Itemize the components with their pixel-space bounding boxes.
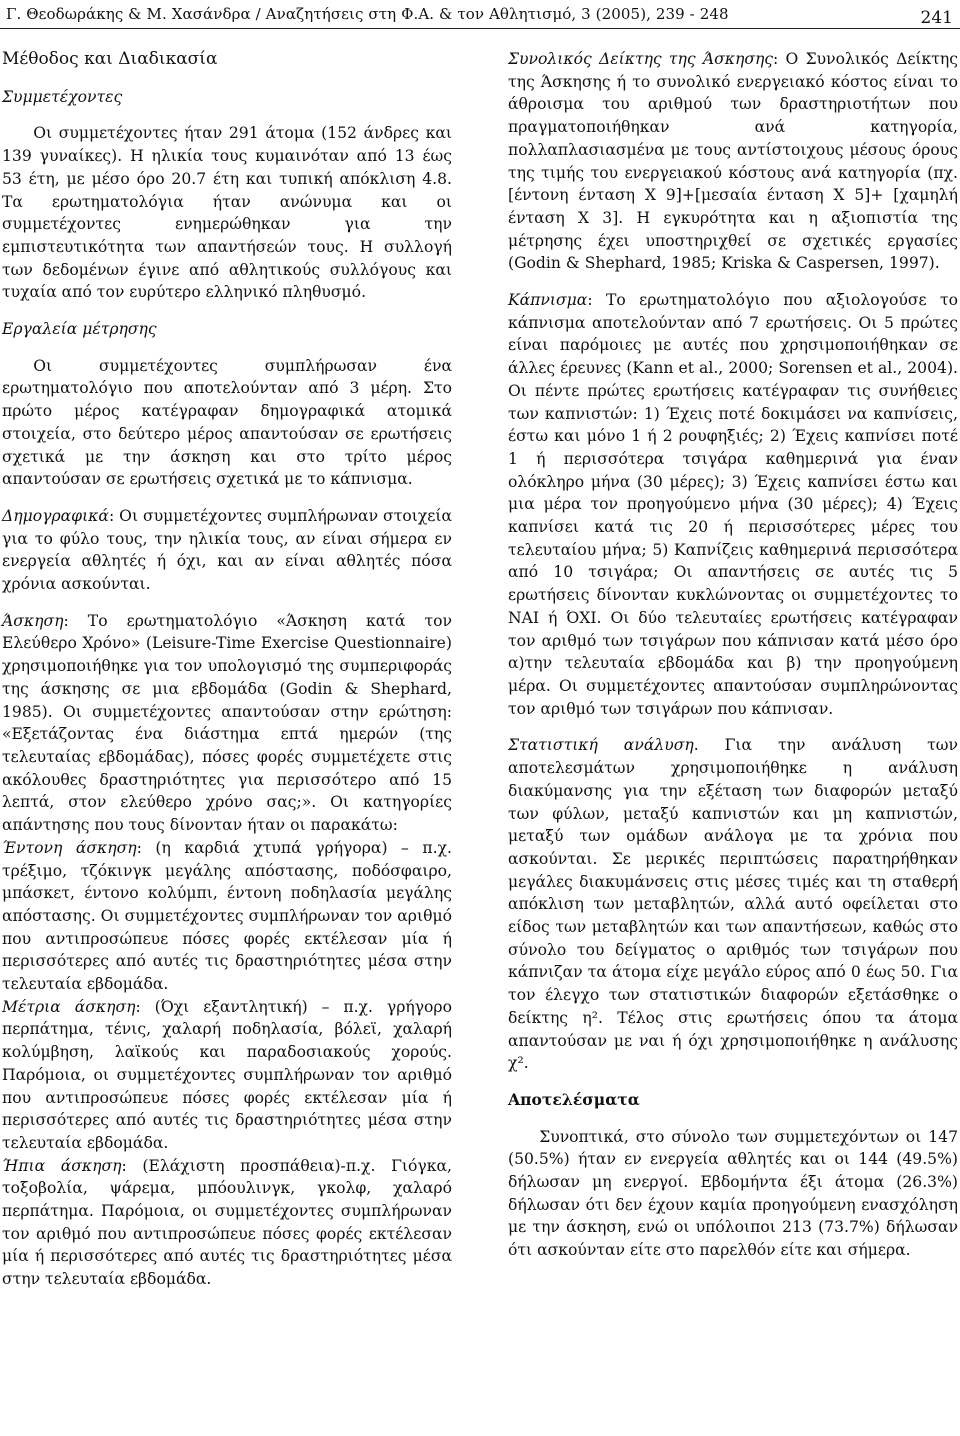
page-number: 241	[920, 8, 953, 28]
section-title-method: Μέθοδος και Διαδικασία	[2, 49, 218, 69]
text-statistics: . Για την ανάλυση των αποτελεσμάτων χρησιμοποιήθηκε η ανάλυση διακύμανσης για την εξέταση των διαφορών μεταξύ των φύλων, μεταξύ καπνιστών και μη καπνιστών, μεταξύ των ομάδων ανάλογα με τα χρόνια που ασκούνται. Σε μερικές περιπτώσεις παρατηρήθηκαν μεγάλες διακυμάνσεις στις μέσες τιμές και τη σταθερή απόκλιση των μεταβλητών, αλλά αυτό οφείλεται στο είδος των μεταβλητών και των απαντήσεων, καθώς στο σύνολο του δείγματος ο αριθμός των τσιγάρων που κάπνιζαν τα άτομα είχε μεγάλο εύρος από 0 έως 50. Για τον έλεγχο των στατιστικών διαφορών εξετάσθηκε ο δείκτης η². Τέλος στις ερωτήσεις όπου τα άτομα απαντούσαν με ναι ή όχι χρησιμοποιήθηκε η ανάλυσης χ².	[508, 736, 958, 1073]
right-column	[508, 48, 958, 1262]
text-total-index: : Ο Συνολικός Δείκτης της Άσκησης ή το συνολικό ενεργειακό κόστος είναι το άθροισμα του αριθμού των δραστηριοτήτων που πραγματοποιήθηκαν ανά κατηγορία, πολλαπλασιασμένα με τους αντίστοιχους μέσους όρους της τιμής του ενεργειακού κόστους ανά κατηγορία (πχ. [έντονη ένταση X 9]+[μεσαία ένταση X 5]+ [χαμηλή ένταση X 3]. Η εγκυρότητα και η αξιοπιστία της μέτρησης έχει υποστηριχθεί σε σχετικές εργασίες (Godin & Shephard, 1985; Kriska & Caspersen, 1997).	[508, 50, 958, 273]
running-head: Γ. Θεοδωράκης & Μ. Χασάνδρα / Αναζητήσεις στη Φ.Α. & τον Αθλητισμό, 3 (2005), 239 - 248	[6, 5, 729, 23]
text-moderate-exercise: : (Όχι εξαντλητική) – π.χ. γρήγορο περπάτημα, τένις, χαλαρή ποδηλασία, βόλεϊ, χαλαρή κολύμβηση, λαϊκούς και παραδοσιακούς χορούς. Παρόμοια, οι συμμετέχοντες συμπλήρωναν τον αριθμό που αντιπροσώπευε πόσες φορές εκτέλεσαν μία ή περισσότερες από αυτές τις δραστηριότητες μέσα στην τελευταία εβδομάδα.	[2, 997, 452, 1152]
paragraph-participants: Οι συμμετέχοντες ήταν 291 άτομα (152 άνδρες και 139 γυναίκες). Η ηλικία τους κυμαινόταν από 13 έως 53 έτη, με μέσο όρο 20.7 έτη και τυπική απόκλιση 4.8. Τα ερωτηματολόγια ήταν ανώνυμα και οι συμμετέχοντες ενημερώθηκαν για την εμπιστευτικότητα των απαντήσεών τους. Η συλλογή των δεδομένων έγινε από αθλητικούς συλλόγους και τυχαία από τον ευρύτερο ελληνικό πληθυσμό.	[2, 124, 452, 302]
paragraph-measurement-tools: Οι συμμετέχοντες συμπλήρωσαν ένα ερωτηματολόγιο που αποτελούνταν από 3 μέρη. Στο πρώτο μέρος κατέγραφαν δημογραφικά ατομικά στοιχεία, στο δεύτερο μέρος απαντούσαν σε ερωτήσεις σχετικά με την άσκηση και στο τρίτο μέρος απαντούσαν σε ερωτήσεις σχετικά με το κάπνισμα.	[2, 356, 452, 489]
text-mild-exercise: : (Ελάχιστη προσπάθεια)-π.χ. Γιόγκα, τοξοβολία, ψάρεμα, μπόουλινγκ, γκολφ, χαλαρό περπάτημα. Παρόμοια, οι συμμετέχοντες συμπλήρωναν τον αριθμό που αντιπροσώπευε πόσες φορές εκτέλεσαν μία ή περισσότερες από αυτές τις δραστηριότητες μέσα στην τελευταία εβδομάδα.	[2, 1156, 452, 1289]
term-smoking: Κάπνισμα	[508, 291, 588, 310]
paragraph-mild-exercise	[2, 1155, 452, 1291]
paragraph-exercise	[2, 610, 452, 837]
text-intense-exercise: : (η καρδιά χτυπά γρήγορα) – π.χ. τρέξιμο, τζόκινγκ μεγάλης απόστασης, ποδόσφαιρο, μπάσκετ, έντονο κολύμπι, έντονη ποδηλασία μεγάλης απόστασης. Οι συμμετέχοντες συμπλήρωναν τον αριθμό που αντιπροσώπευε πόσες φορές εκτέλεσαν μία ή περισσότερες από αυτές τις δραστηριότητες μέσα στην τελευταία εβδομάδα.	[2, 838, 452, 994]
term-mild-exercise: Ήπια άσκηση	[2, 1156, 122, 1175]
paragraph-results: Συνοπτικά, στο σύνολο των συμμετεχόντων οι 147 (50.5%) ήταν εν ενεργεία αθλητές και οι 144 (49.5%) δήλωσαν μη ενεργοί. Εβδομήντα έξι άτομα (26.3%) δήλωσαν ότι δεν έχουν καμία προηγούμενη ενασχόληση με την άσκηση, ενώ οι υπόλοιποι 213 (73.7%) δήλωσαν ότι ασκούνταν είτε στο παρελθόν είτε και σήμερα.	[508, 1127, 958, 1260]
term-statistics: Στατιστική ανάλυση	[508, 736, 694, 755]
text-smoking: : Το ερωτηματολόγιο που αξιολογούσε το κάπνισμα αποτελούνταν από 7 ερωτήσεις. Οι 5 πρώτες είναι παρόμοιες με αυτές που χρησιμοποιήθηκαν σε άλλες έρευνες (Kann et al., 2000; Sorensen et al., 2004). Οι πέντε πρώτες ερωτήσεις κατέγραφαν τις συνήθειες των καπνιστών: 1) Έχεις ποτέ δοκιμάσει να καπνίσεις, έστω και μόνο 1 ή 2 ρουφηξιές; 2) Έχεις καπνίσει ποτέ 1 ή περισσότερα τσιγάρα καθημερινά για έναν ολόκληρο μήνα (30 μέρες); 3) Έχεις καπνίσει έστω και μια μέρα τον προηγούμενο μήνα (30 μέρες); 4) Έχεις καπνίσει κατά τις 20 ή περισσότερες μέρες του τελευταίου μήνα; 5) Καπνίζεις καθημερινά περισσότερα από 10 τσιγάρα; Οι απαντήσεις σε αυτές τις 5 ερωτήσεις δίνονταν κυκλώνοντας οι συμμετέχοντες το ΝΑΙ ή ΌΧΙ. Οι δύο τελευταίες ερωτήσεις κατέγραφαν τον αριθμό των τσιγάρων που κάπνισαν κατά μέσο όρο α)την τελευταία εβδομάδα και β) την προηγούμενη μέρα. Οι συμμετέχοντες απαντούσαν συμπληρώνοντας τον αριθμό των τσιγάρων που κάπνισαν.	[508, 291, 958, 718]
term-moderate-exercise: Μέτρια άσκηση	[2, 997, 136, 1016]
header-rule	[0, 28, 960, 29]
term-total-index: Συνολικός Δείκτης της Άσκησης	[508, 50, 774, 68]
paragraph-demographics	[2, 505, 452, 596]
text-exercise: : Το ερωτηματολόγιο «Άσκηση κατά τον Ελεύθερο Χρόνο» (Leisure-Time Exercise Questionnaire) χρησιμοποιήθηκε για τον υπολογισμό της συμπεριφοράς της άσκησης σε μια εβδομάδα (Godin & Shephard, 1985). Οι συμμετέχοντες απαντούσαν στην ερώτηση: «Εξετάζοντας ένα διάστημα επτά ημερών (της τελευταίας εβδομάδας), πόσες φορές συμμετέχετε στις ακόλουθες δραστηριότητες για περισσότερο από 15 λεπτά, στον ελεύθερο χρόνο σας;». Οι κατηγορίες απάντησης που τους δίνονταν ήταν οι παρακάτω:	[2, 611, 452, 835]
paragraph-statistics	[508, 734, 958, 1075]
heading-participants: Συμμετέχοντες	[2, 87, 123, 106]
heading-results: Αποτελέσματα	[508, 1089, 640, 1109]
left-column	[2, 48, 452, 1291]
paragraph-total-index	[508, 48, 958, 275]
paragraph-smoking	[508, 289, 958, 720]
term-intense-exercise: Έντονη άσκηση	[2, 838, 137, 857]
text-demographics: : Οι συμμετέχοντες συμπλήρωναν στοιχεία για το φύλο τους, την ηλικία τους, αν είναι σήμερα εν ενεργεία αθλητές ή όχι, και αν είναι αθλητές πόσα χρόνια ασκούνται.	[2, 506, 452, 594]
page-header	[0, 0, 960, 30]
term-exercise: Άσκηση	[2, 611, 64, 630]
term-demographics: Δημογραφικά	[2, 506, 109, 525]
heading-measurement-tools: Εργαλεία μέτρησης	[2, 320, 157, 339]
paragraph-moderate-exercise	[2, 996, 452, 1155]
paragraph-intense-exercise	[2, 837, 452, 996]
